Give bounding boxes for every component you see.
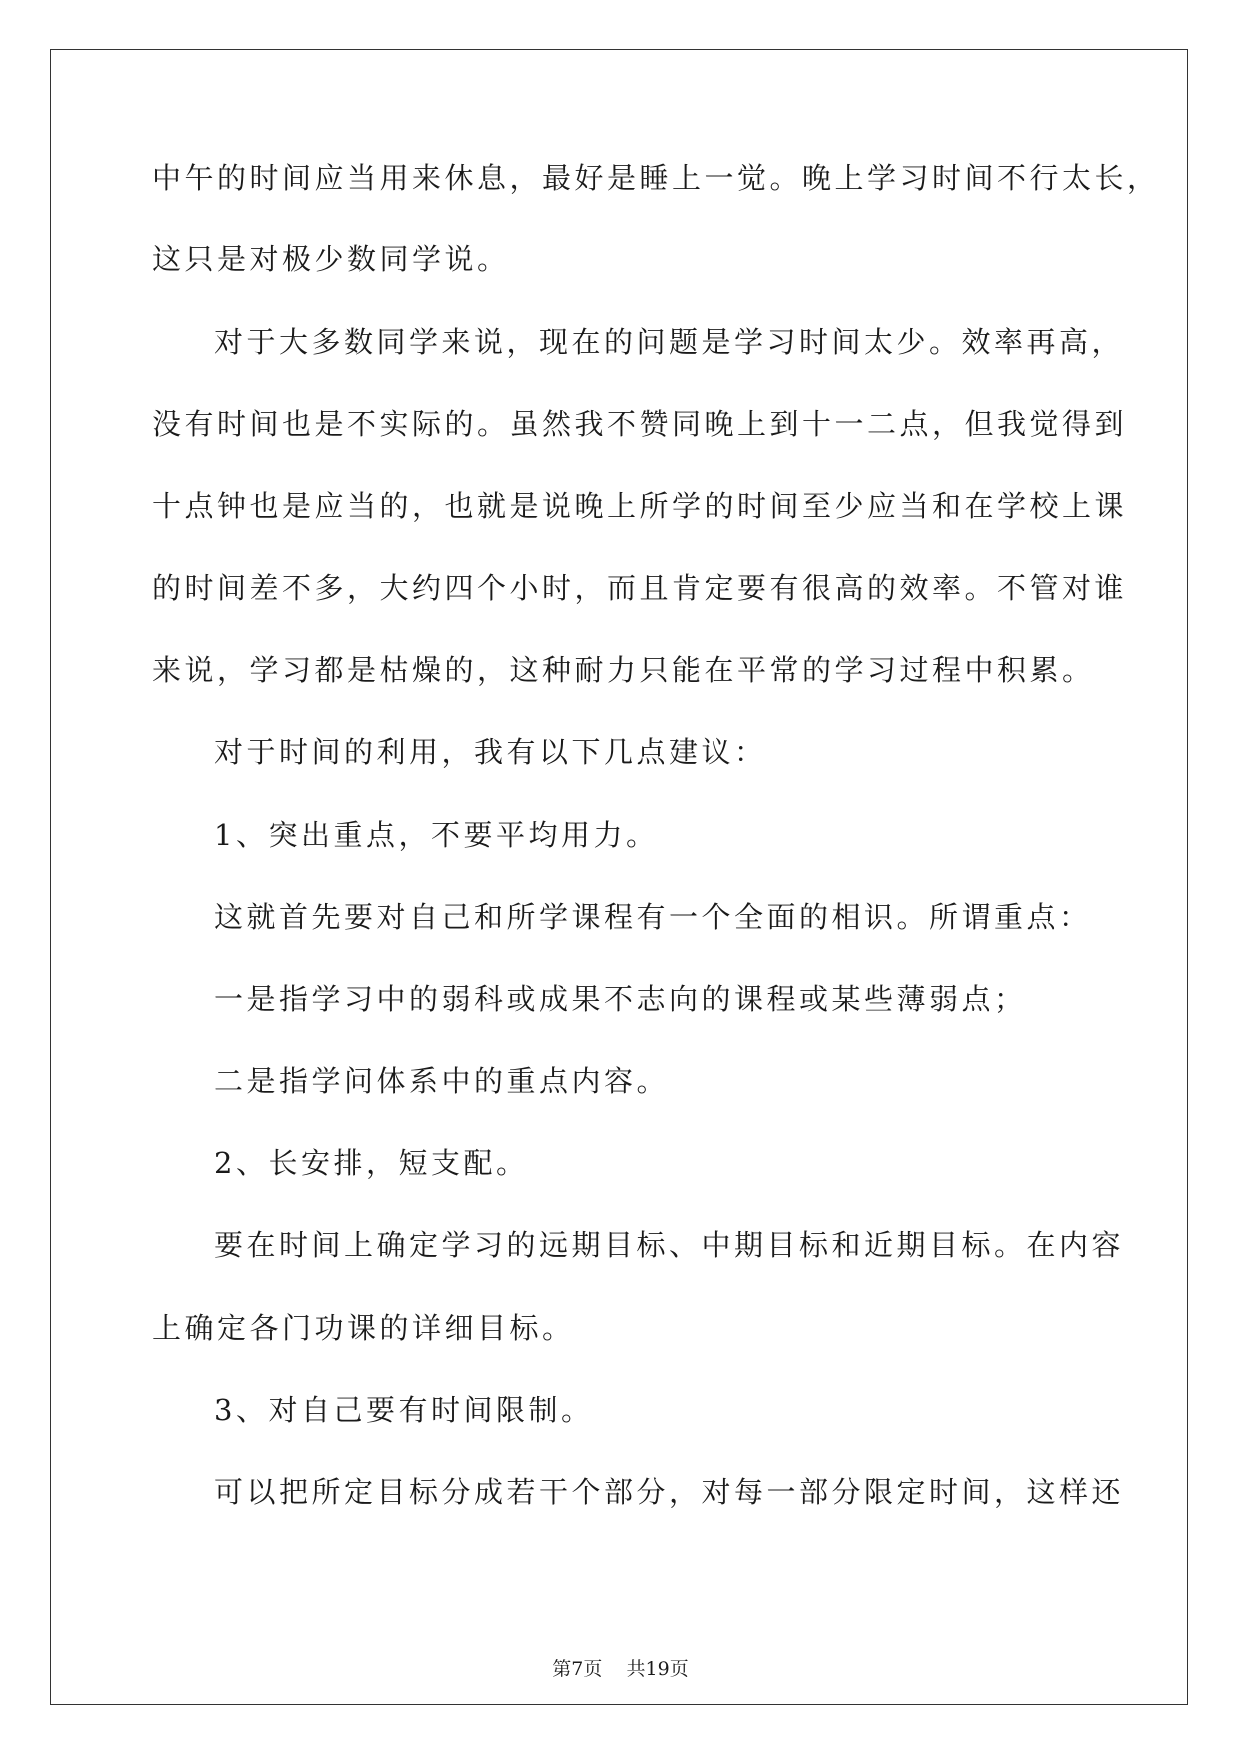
- paragraph-line: 十点钟也是应当的，也就是说晚上所学的时间至少应当和在学校上课: [152, 489, 1128, 523]
- list-item-heading: 1、突出重点，不要平均用力。: [214, 818, 659, 852]
- paragraph-line: 对于大多数同学来说，现在的问题是学习时间太少。效率再高，: [214, 325, 1125, 359]
- total-pages-number: 19: [645, 1658, 670, 1680]
- list-item-heading: 2、长安排，短支配。: [214, 1146, 529, 1180]
- total-label-suffix: 页: [669, 1658, 689, 1680]
- paragraph-line: 这就首先要对自己和所学课程有一个全面的相识。所谓重点：: [214, 900, 1092, 934]
- paragraph-line: 可以把所定目标分成若干个部分，对每一部分限定时间，这样还: [214, 1475, 1125, 1509]
- paragraph-line: 中午的时间应当用来休息，最好是睡上一觉。晚上学习时间不行太长，: [152, 161, 1160, 195]
- page-border: [50, 49, 1188, 1705]
- paragraph-line: 一是指学习中的弱科或成果不志向的课程或某些薄弱点；: [214, 982, 1027, 1016]
- page-label-prefix: 第: [552, 1658, 572, 1680]
- paragraph-line: 二是指学问体系中的重点内容。: [214, 1064, 670, 1098]
- current-page-number: 7: [571, 1658, 584, 1680]
- paragraph-line: 没有时间也是不实际的。虽然我不赞同晚上到十一二点，但我觉得到: [152, 407, 1128, 441]
- paragraph-line: 对于时间的利用，我有以下几点建议：: [214, 735, 767, 769]
- page-label-suffix: 页: [583, 1658, 603, 1680]
- paragraph-line: 要在时间上确定学习的远期目标、中期目标和近期目标。在内容: [214, 1228, 1125, 1262]
- total-label-prefix: 共: [626, 1658, 646, 1680]
- paragraph-line: 这只是对极少数同学说。: [152, 242, 510, 276]
- page-footer: [0, 1657, 1241, 1681]
- list-item-heading: 3、对自己要有时间限制。: [214, 1393, 594, 1427]
- paragraph-line: 的时间差不多，大约四个小时，而且肯定要有很高的效率。不管对谁: [152, 571, 1128, 605]
- paragraph-line: 来说，学习都是枯燥的，这种耐力只能在平常的学习过程中积累。: [152, 653, 1095, 687]
- paragraph-line: 上确定各门功课的详细目标。: [152, 1311, 575, 1345]
